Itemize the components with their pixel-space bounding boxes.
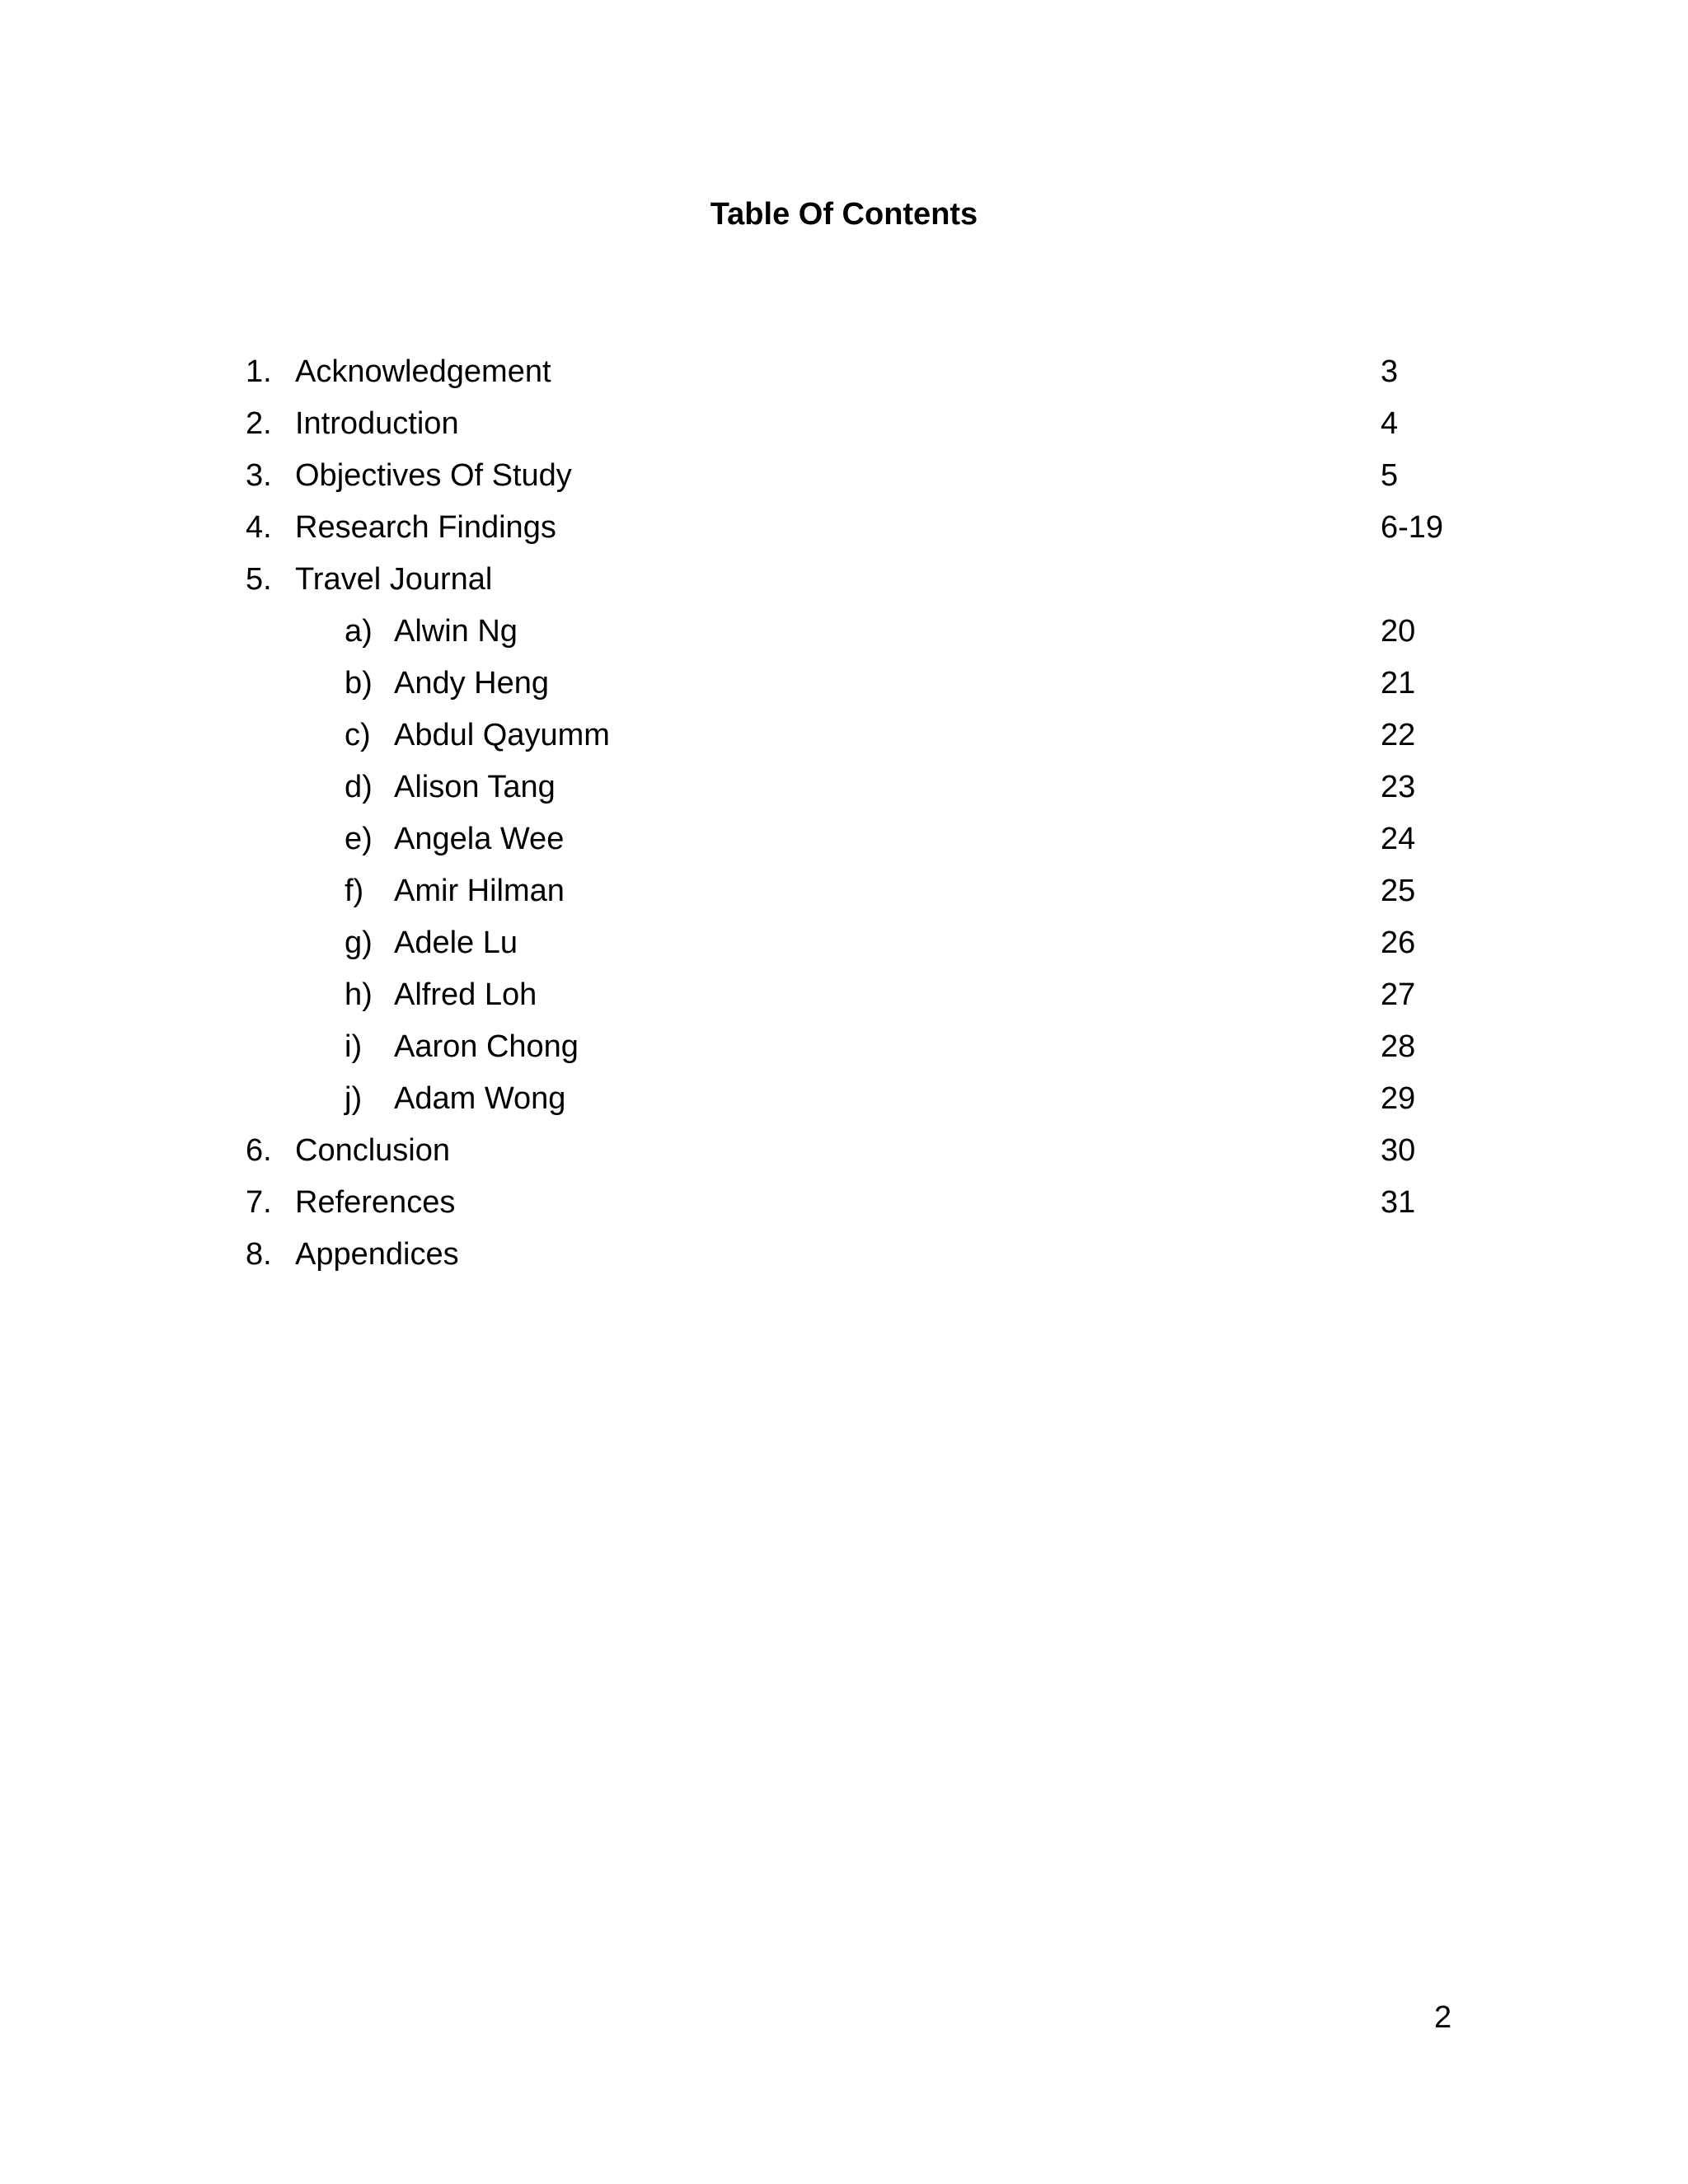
toc-entry-page: 6-19 bbox=[1381, 510, 1444, 545]
toc-entry-page: 4 bbox=[1381, 406, 1399, 441]
toc-entry-page: 24 bbox=[1381, 822, 1416, 856]
toc-entry-label: References bbox=[295, 1185, 456, 1220]
page-number: 2 bbox=[1434, 2000, 1452, 2035]
toc-entry-number: d) bbox=[345, 770, 373, 804]
toc-entry-page: 27 bbox=[1381, 977, 1416, 1012]
toc-entry-page: 20 bbox=[1381, 614, 1416, 649]
toc-entry-references bbox=[0, 1177, 1688, 1229]
toc-entry-label: Research Findings bbox=[295, 510, 556, 545]
toc-entry-number: b) bbox=[345, 666, 373, 701]
toc-entry-page: 22 bbox=[1381, 718, 1416, 752]
toc-entry-label: Alwin Ng bbox=[394, 614, 518, 649]
toc-entry-number: 3. bbox=[246, 458, 272, 493]
toc-entry-number: j) bbox=[345, 1081, 363, 1116]
toc-entry-number: c) bbox=[345, 718, 371, 752]
toc-subentry-alison-tang bbox=[0, 762, 1688, 813]
toc-entry-label: Adam Wong bbox=[394, 1081, 566, 1116]
toc-entry-label: Amir Hilman bbox=[394, 874, 565, 908]
toc-subentry-amir-hilman bbox=[0, 865, 1688, 917]
toc-entry-label: Travel Journal bbox=[295, 562, 493, 597]
toc-entry-number: 7. bbox=[246, 1185, 272, 1220]
toc-entry-label: Conclusion bbox=[295, 1133, 450, 1168]
toc-entry-label: Appendices bbox=[295, 1237, 459, 1272]
page-title: Table Of Contents bbox=[710, 197, 978, 232]
toc-entry-number: h) bbox=[345, 977, 373, 1012]
toc-entry-page: 29 bbox=[1381, 1081, 1416, 1116]
toc-entry-number: 1. bbox=[246, 354, 272, 389]
toc-subentry-adam-wong bbox=[0, 1073, 1688, 1125]
toc-subentry-abdul-qayumm bbox=[0, 710, 1688, 762]
toc-entry-label: Alfred Loh bbox=[394, 977, 537, 1012]
toc-entry-number: a) bbox=[345, 614, 373, 649]
toc-entry-acknowledgement bbox=[0, 346, 1688, 398]
toc-entry-page: 31 bbox=[1381, 1185, 1416, 1220]
toc-entry-page: 21 bbox=[1381, 666, 1416, 701]
toc-entry-number: e) bbox=[345, 822, 373, 856]
toc-entry-page: 23 bbox=[1381, 770, 1416, 804]
toc-entry-number: 4. bbox=[246, 510, 272, 545]
toc-entry-number: 8. bbox=[246, 1237, 272, 1272]
toc-entry-label: Andy Heng bbox=[394, 666, 550, 701]
toc-subentry-angela-wee bbox=[0, 813, 1688, 865]
toc-subentry-andy-heng bbox=[0, 658, 1688, 710]
toc-entry-number: i) bbox=[345, 1029, 363, 1064]
toc-entry-number: f) bbox=[345, 874, 364, 908]
toc-entry-label: Objectives Of Study bbox=[295, 458, 572, 493]
toc-entry-page: 26 bbox=[1381, 926, 1416, 960]
toc-subentry-alwin-ng bbox=[0, 606, 1688, 658]
toc-entry-objectives bbox=[0, 450, 1688, 502]
toc-entry-label: Angela Wee bbox=[394, 822, 565, 856]
toc-entry-number: 5. bbox=[246, 562, 272, 597]
toc-entry-conclusion bbox=[0, 1125, 1688, 1177]
toc-entry-page: 30 bbox=[1381, 1133, 1416, 1168]
toc-entry-travel-journal bbox=[0, 554, 1688, 606]
toc-entry-page: 3 bbox=[1381, 354, 1399, 389]
toc-entry-label: Aaron Chong bbox=[394, 1029, 579, 1064]
toc-entry-label: Introduction bbox=[295, 406, 459, 441]
toc-subentry-alfred-loh bbox=[0, 969, 1688, 1021]
toc-entry-label: Acknowledgement bbox=[295, 354, 551, 389]
toc-entry-introduction bbox=[0, 398, 1688, 450]
toc-entry-appendices bbox=[0, 1229, 1688, 1281]
toc-entry-number: 6. bbox=[246, 1133, 272, 1168]
toc-entry-page: 5 bbox=[1381, 458, 1399, 493]
toc-entry-label: Alison Tang bbox=[394, 770, 556, 804]
toc-subentry-adele-lu bbox=[0, 917, 1688, 969]
toc-entry-label: Abdul Qayumm bbox=[394, 718, 610, 752]
toc-entry-page: 28 bbox=[1381, 1029, 1416, 1064]
toc-entry-research-findings bbox=[0, 502, 1688, 554]
toc-entry-label: Adele Lu bbox=[394, 926, 518, 960]
toc-subentry-aaron-chong bbox=[0, 1021, 1688, 1073]
toc-entry-number: g) bbox=[345, 926, 373, 960]
toc-entry-number: 2. bbox=[246, 406, 272, 441]
toc-entry-page: 25 bbox=[1381, 874, 1416, 908]
table-of-contents bbox=[0, 346, 1688, 1281]
